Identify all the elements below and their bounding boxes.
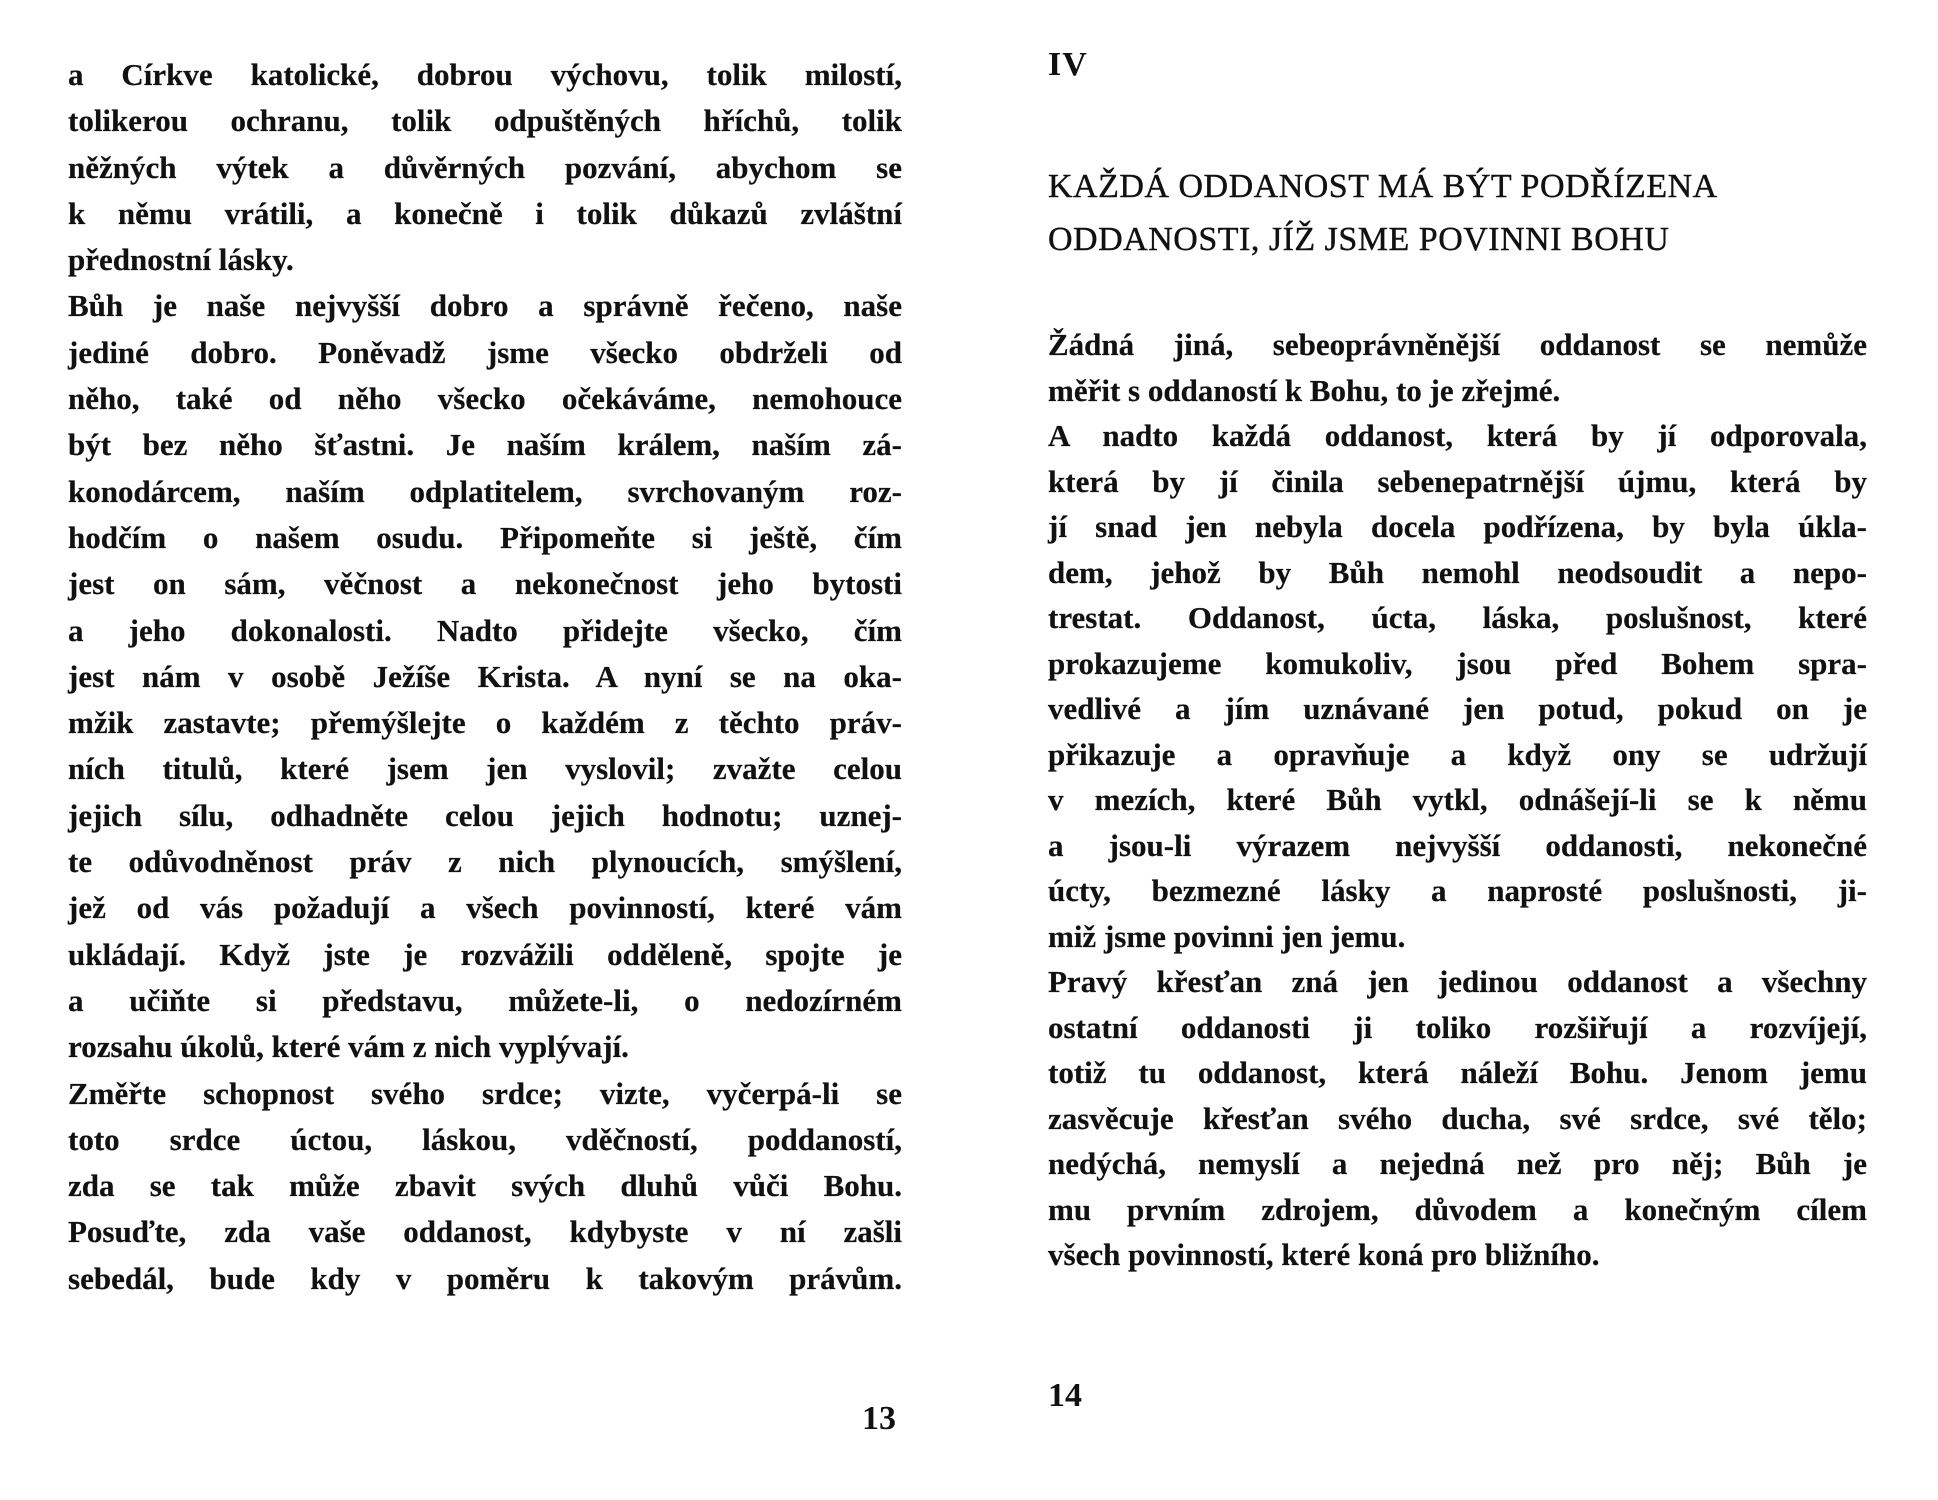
text-line: k němu vrátili, a konečně i tolik důkazů zvláštní: [68, 195, 902, 231]
text-line: ních titulů, které jsem jen vyslovil; zvažte celou: [68, 751, 902, 787]
text-line: zda se tak může zbavit svých dluhů vůči Bohu.: [68, 1168, 902, 1204]
chapter-title-line: ODDANOSTI, JÍŽ JSME POVINNI BOHU: [1048, 221, 1670, 258]
text-line: Změřte schopnost svého srdce; vizte, vyčerpá-li se: [68, 1075, 902, 1111]
text-line: která by jí činila sebenepatrnější újmu, která by: [1048, 463, 1867, 499]
text-line: mžik zastavte; přemýšlejte o každém z těchto práv-: [68, 705, 902, 741]
text-line: něžných výtek a důvěrných pozvání, abychom se: [68, 149, 902, 185]
text-line: a učiňte si představu, můžete-li, o nedozírném: [68, 982, 902, 1018]
text-line: v mezích, které Bůh vytkl, odnášejí-li se k němu: [1048, 782, 1867, 817]
right-page: [969, 0, 1938, 1500]
text-line: miž jsme povinni jen jemu.: [1048, 918, 1406, 954]
text-line: tolikerou ochranu, tolik odpuštěných hříchů, tolik: [68, 103, 902, 139]
text-line: konodárcem, naším odplatitelem, svrchovaným roz-: [68, 473, 902, 509]
page-number: 13: [862, 1400, 896, 1437]
text-line: jest on sám, věčnost a nekonečnost jeho bytosti: [68, 566, 902, 602]
text-line: nedýchá, nemyslí a nejedná než pro něj; Bůh je: [1048, 1146, 1867, 1181]
chapter-title: [1048, 160, 1867, 266]
text-line: trestat. Oddanost, úcta, láska, poslušnost, které: [1048, 600, 1867, 635]
text-line: jejich sílu, odhadněte celou jejich hodnotu; uznej-: [68, 797, 902, 833]
text-line: jediné dobro. Poněvadž jsme všecko obdrželi od: [68, 334, 902, 370]
text-line: toto srdce úctou, láskou, vděčností, poddaností,: [68, 1121, 902, 1157]
text-line: prokazujeme komukoliv, jsou před Bohem spra-: [1048, 645, 1867, 681]
text-line: být bez něho šťastni. Je naším králem, naším zá-: [68, 427, 902, 463]
page-number: 14: [1048, 1377, 1082, 1414]
chapter-title-line: KAŽDÁ ODDANOST MÁ BÝT PODŘÍZENA: [1048, 168, 1718, 205]
text-line: a jsou-li výrazem nejvyšší oddanosti, nekonečné: [1048, 827, 1867, 863]
text-line: něho, také od něho všecko očekáváme, nemohouce: [68, 381, 902, 417]
left-page-body-text: [68, 52, 902, 1302]
text-line: přednostní lásky.: [68, 242, 294, 278]
text-line: jež od vás požadují a všech povinností, které vám: [68, 890, 902, 926]
text-line: měřit s oddaností k Bohu, to je zřejmé.: [1048, 372, 1561, 408]
text-line: a Církve katolické, dobrou výchovu, tolik milostí,: [68, 57, 902, 92]
text-line: přikazuje a opravňuje a když ony se udržují: [1048, 736, 1867, 772]
text-line: hodčím o našem osudu. Připomeňte si ještě, čím: [68, 519, 902, 555]
text-line: a jeho dokonalosti. Nadto přidejte všecko, čím: [68, 612, 902, 648]
text-line: zasvěcuje křesťan svého ducha, své srdce, své tělo;: [1048, 1100, 1867, 1136]
text-line: Posuďte, zda vaše oddanost, kdybyste v ní zašli: [68, 1214, 902, 1250]
right-page-body-text: [1048, 322, 1867, 1278]
text-line: vedlivé a jím uznávané jen potud, pokud on je: [1048, 691, 1867, 726]
text-line: Bůh je naše nejvyšší dobro a správně řečeno, naše: [68, 288, 902, 324]
text-line: mu prvním zdrojem, důvodem a konečným cílem: [1048, 1191, 1867, 1227]
text-line: sebedál, bude kdy v poměru k takovým právům.: [68, 1260, 902, 1296]
text-line: úcty, bezmezné lásky a naprosté poslušnosti, ji-: [1048, 873, 1867, 908]
text-line: A nadto každá oddanost, která by jí odporovala,: [1048, 418, 1867, 453]
text-line: totiž tu oddanost, která náleží Bohu. Jenom jemu: [1048, 1055, 1867, 1090]
text-line: rozsahu úkolů, které vám z nich vyplývají.: [68, 1029, 629, 1065]
text-line: Žádná jiná, sebeoprávněnější oddanost se nemůže: [1048, 327, 1867, 362]
text-line: ostatní oddanosti ji toliko rozšiřují a rozvíjejí,: [1048, 1009, 1867, 1045]
text-line: jí snad jen nebyla docela podřízena, by byla úkla-: [1048, 509, 1867, 544]
text-line: všech povinností, které koná pro bližního.: [1048, 1237, 1600, 1272]
chapter-number: IV: [1048, 46, 1088, 83]
text-line: Pravý křesťan zná jen jedinou oddanost a všechny: [1048, 964, 1867, 999]
text-line: jest nám v osobě Ježíše Krista. A nyní se na oka-: [68, 658, 902, 694]
text-line: dem, jehož by Bůh nemohl neodsoudit a nepo-: [1048, 554, 1867, 590]
text-line: te odůvodněnost práv z nich plynoucích, smýšlení,: [68, 844, 902, 880]
text-line: ukládají. Když jste je rozvážili odděleně, spojte je: [68, 936, 902, 972]
